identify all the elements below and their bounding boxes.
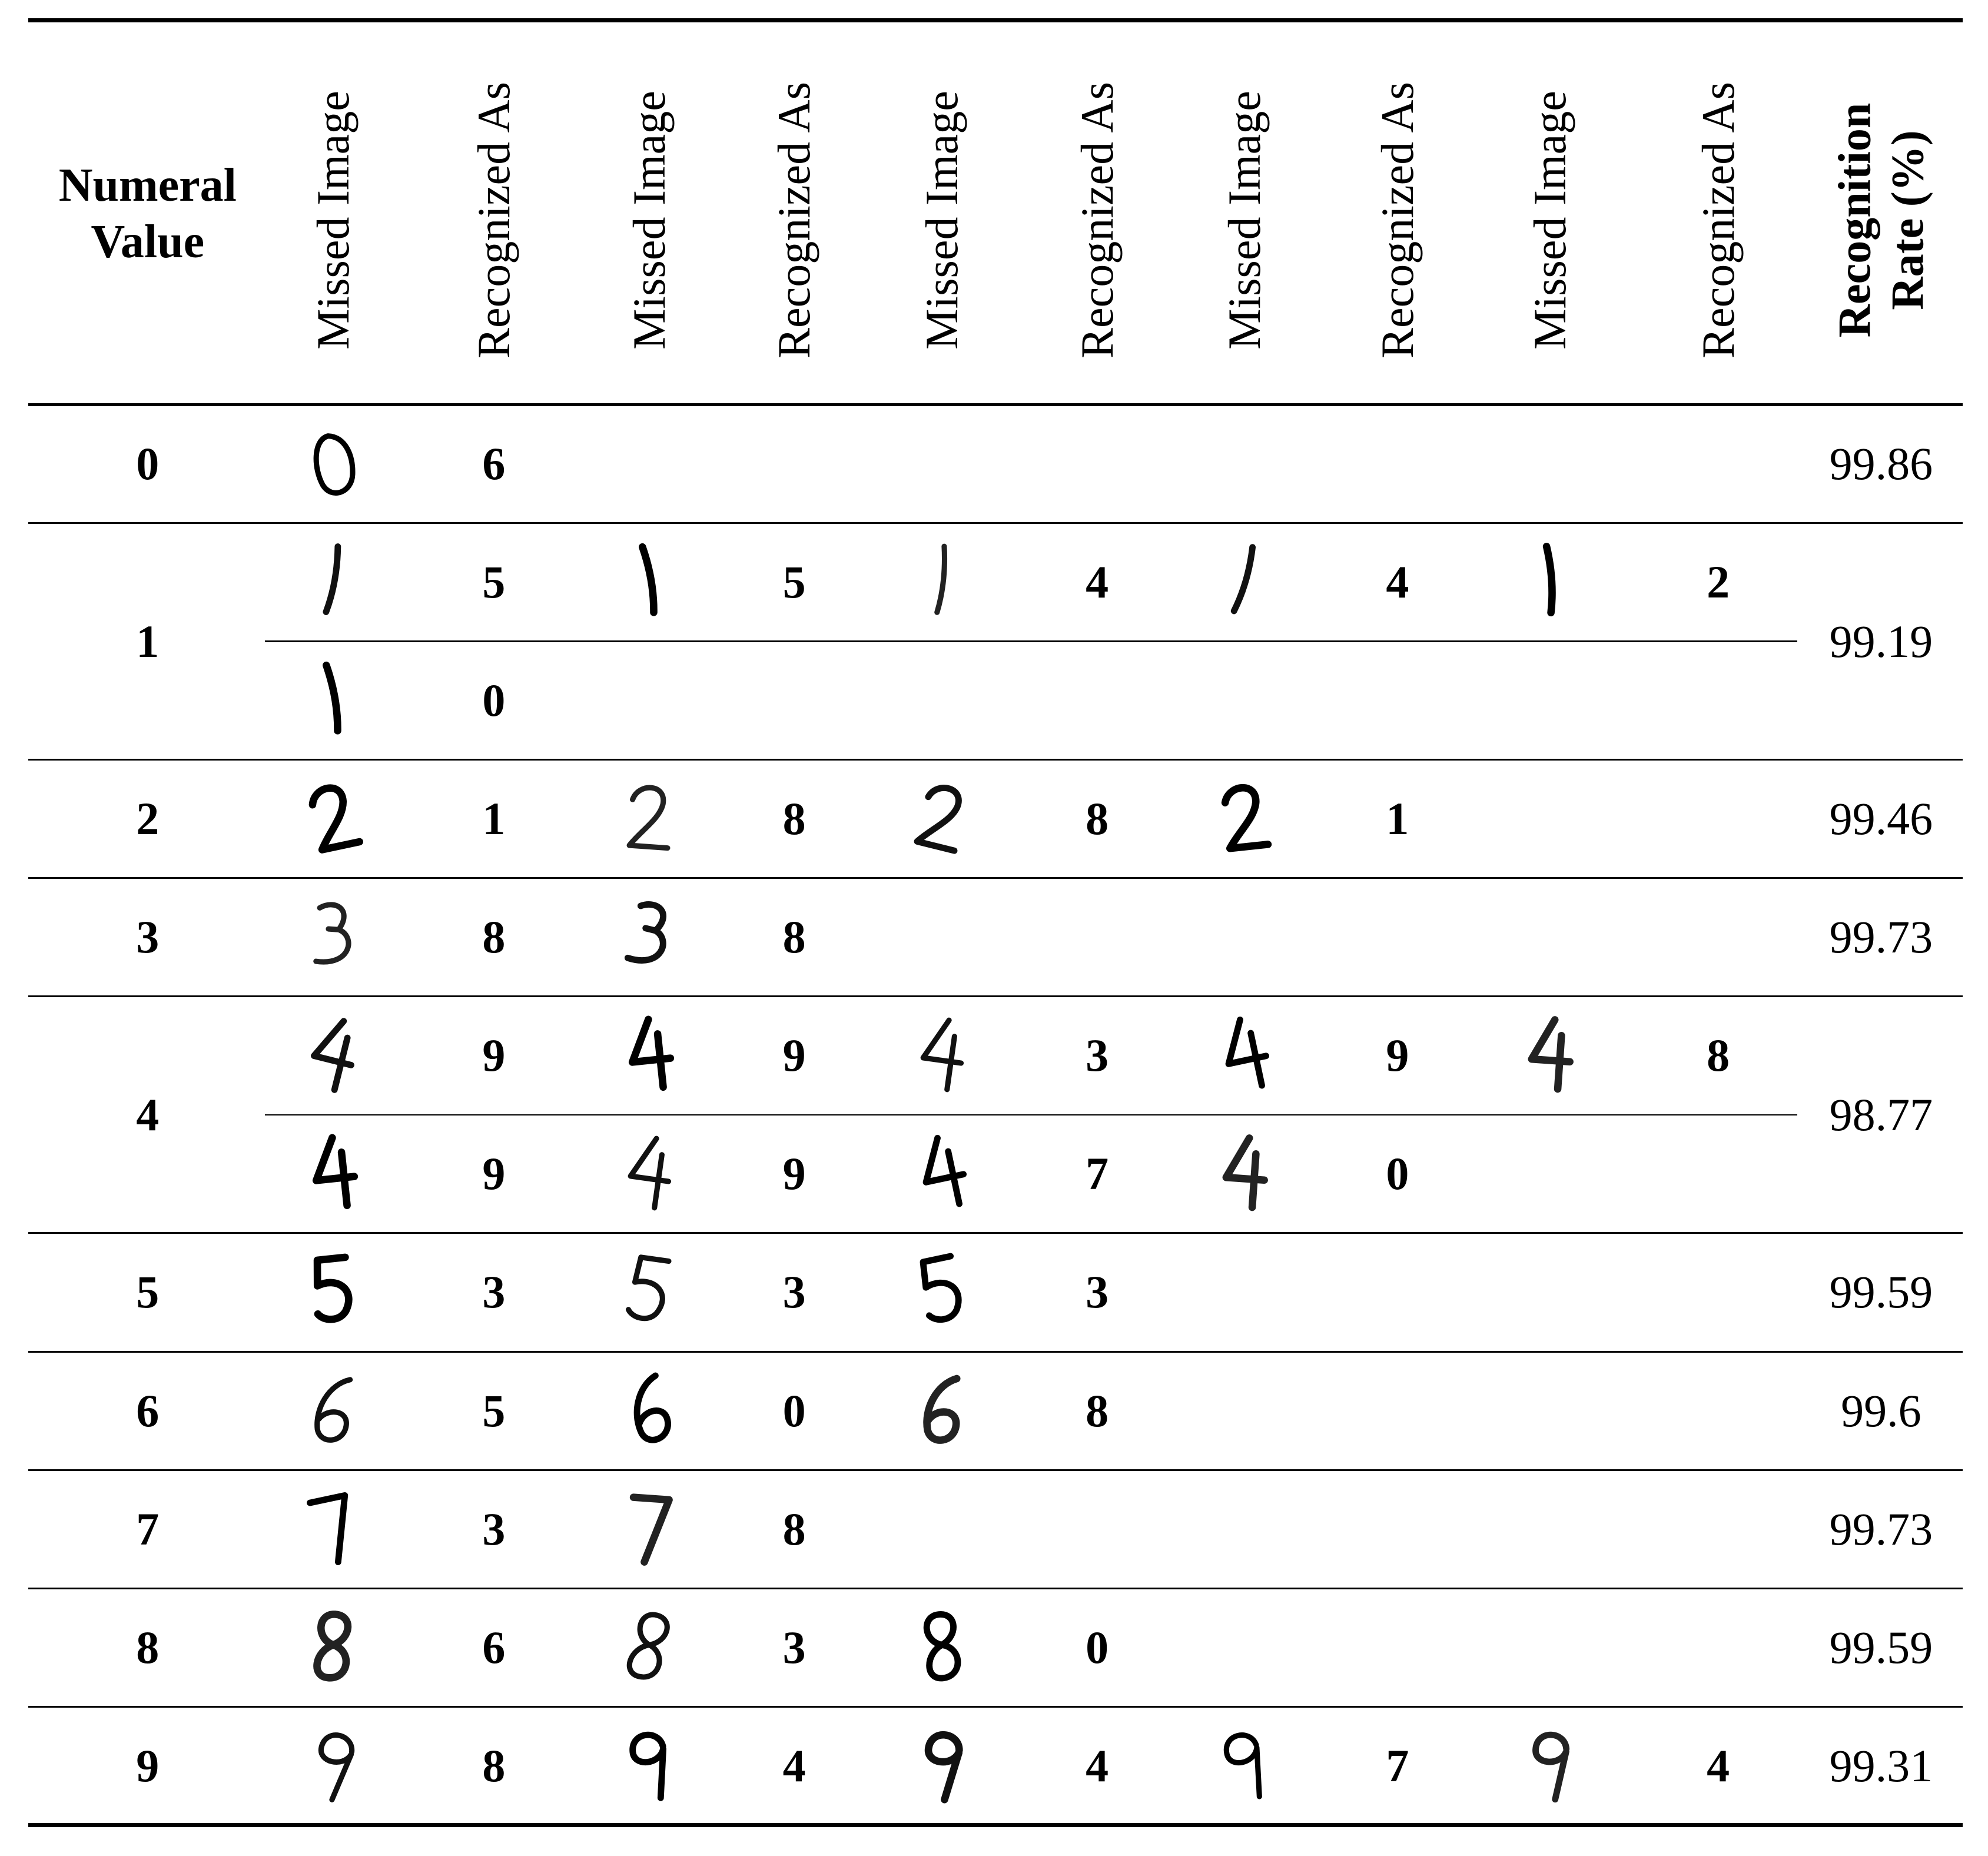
missed-image-7	[303, 1486, 364, 1573]
missed-image-9	[911, 1722, 973, 1809]
recognized-as: 8	[782, 793, 806, 845]
missed-image-5	[303, 1249, 364, 1336]
recognized-as: 9	[782, 1148, 806, 1200]
missed-image-4	[1214, 1130, 1275, 1217]
row-rule	[28, 759, 1963, 761]
recognition-rate: 98.77	[1829, 1088, 1933, 1140]
numeral-value: 8	[136, 1621, 160, 1673]
header-recognized-as: Recognized As	[467, 81, 519, 359]
missed-image-1	[1519, 539, 1581, 626]
recognized-as: 3	[782, 1621, 806, 1673]
recognition-rate: 99.73	[1829, 1503, 1933, 1555]
missed-image-9	[1214, 1722, 1275, 1809]
recognized-as: 2	[1707, 556, 1730, 608]
header-missed-image: Missed Image	[1524, 91, 1576, 350]
row-rule	[28, 877, 1963, 879]
row-rule	[28, 1469, 1963, 1471]
missed-image-4	[619, 1012, 680, 1099]
recognized-as: 7	[1386, 1739, 1409, 1791]
numeral-value: 0	[136, 438, 160, 490]
recognition-rate: 99.31	[1829, 1739, 1933, 1791]
row-rule	[28, 1706, 1963, 1708]
numeral-value: 9	[136, 1739, 160, 1791]
header-recognition-rate: Recognition Rate (%)	[1828, 102, 1933, 338]
recognized-as: 0	[1086, 1621, 1109, 1673]
missed-image-4	[303, 1012, 364, 1099]
row-rule	[28, 1232, 1963, 1234]
header-recognized-as: Recognized As	[768, 81, 820, 359]
header-rule	[28, 403, 1963, 406]
recognized-as: 9	[482, 1148, 506, 1200]
numeral-value: 2	[136, 793, 160, 845]
recognized-as: 7	[1086, 1148, 1109, 1200]
header-missed-image: Missed Image	[915, 91, 967, 350]
recognized-as: 9	[782, 1030, 806, 1081]
header-recognized-as: Recognized As	[1692, 81, 1744, 359]
recognized-as: 1	[1386, 793, 1409, 845]
recognized-as: 3	[482, 1266, 506, 1318]
numeral-value: 5	[136, 1266, 160, 1318]
recognition-rate: 99.46	[1829, 793, 1933, 845]
recognition-rate: 99.19	[1829, 615, 1933, 667]
missed-image-2	[619, 775, 680, 862]
recognized-as: 4	[1086, 1739, 1109, 1791]
recognized-as: 4	[782, 1739, 806, 1791]
missed-image-4	[619, 1130, 680, 1217]
row-rule	[28, 995, 1963, 997]
row-rule	[28, 1588, 1963, 1589]
recognized-as: 8	[782, 911, 806, 963]
recognized-as: 8	[782, 1503, 806, 1555]
missed-image-9	[619, 1722, 680, 1809]
bottom-rule	[28, 1823, 1963, 1827]
numeral-value: 1	[136, 615, 160, 667]
header-recognized-as: Recognized As	[1071, 81, 1123, 359]
recognized-as: 9	[482, 1030, 506, 1081]
header-recognized-as: Recognized As	[1371, 81, 1423, 359]
missed-image-4	[303, 1130, 364, 1217]
recognized-as: 5	[482, 556, 506, 608]
numeral-value: 4	[136, 1088, 160, 1140]
recognized-as: 6	[482, 1621, 506, 1673]
missed-image-8	[619, 1604, 680, 1691]
recognition-rate: 99.86	[1829, 438, 1933, 490]
missed-image-1	[619, 539, 680, 626]
missed-image-2	[911, 775, 973, 862]
header-missed-image: Missed Image	[307, 91, 359, 350]
missed-image-1	[303, 657, 364, 744]
missed-image-1	[303, 539, 364, 626]
header-numeral-value: Numeral Value	[58, 160, 237, 268]
recognition-rate: 99.59	[1829, 1621, 1933, 1673]
top-rule	[28, 18, 1963, 22]
missed-image-4	[1519, 1012, 1581, 1099]
missed-image-9	[303, 1722, 364, 1809]
missed-image-6	[303, 1367, 364, 1455]
missed-image-6	[619, 1367, 680, 1455]
missed-image-0	[303, 420, 364, 507]
recognition-rate: 99.59	[1829, 1266, 1933, 1318]
recognition-rate: 99.73	[1829, 911, 1933, 963]
recognized-as: 4	[1386, 556, 1409, 608]
recognized-as: 8	[482, 911, 506, 963]
missed-image-4	[1214, 1012, 1275, 1099]
recognized-as: 0	[1386, 1148, 1409, 1200]
missed-image-4	[911, 1012, 973, 1099]
numeral-value: 6	[136, 1384, 160, 1436]
missed-image-1	[911, 539, 973, 626]
recognized-as: 5	[482, 1384, 506, 1436]
missed-image-7	[619, 1486, 680, 1573]
missed-image-1	[1214, 539, 1275, 626]
recognized-as: 6	[482, 438, 506, 490]
missed-image-8	[303, 1604, 364, 1691]
recognized-as: 3	[482, 1503, 506, 1555]
missed-image-6	[911, 1367, 973, 1455]
recognized-as: 0	[782, 1384, 806, 1436]
recognized-as: 8	[482, 1739, 506, 1791]
recognition-rate: 99.6	[1841, 1384, 1921, 1436]
recognized-as: 3	[782, 1266, 806, 1318]
numeral-value: 3	[136, 911, 160, 963]
numeral-value: 7	[136, 1503, 160, 1555]
recognized-as: 3	[1086, 1030, 1109, 1081]
missed-image-3	[619, 894, 680, 981]
recognized-as: 1	[482, 793, 506, 845]
sub-row-rule	[265, 640, 1797, 642]
missed-image-4	[911, 1130, 973, 1217]
header-missed-image: Missed Image	[1219, 91, 1270, 350]
missed-image-2	[303, 775, 364, 862]
recognized-as: 4	[1707, 1739, 1730, 1791]
header-missed-image: Missed Image	[623, 91, 675, 350]
recognized-as: 8	[1707, 1030, 1730, 1081]
recognized-as: 3	[1086, 1266, 1109, 1318]
missed-image-5	[911, 1249, 973, 1336]
missed-image-2	[1214, 775, 1275, 862]
row-rule	[28, 522, 1963, 524]
missed-image-8	[911, 1604, 973, 1691]
missed-image-9	[1519, 1722, 1581, 1809]
recognized-as: 8	[1086, 793, 1109, 845]
row-rule	[28, 1351, 1963, 1353]
recognized-as: 9	[1386, 1030, 1409, 1081]
sub-row-rule	[265, 1114, 1797, 1116]
recognized-as: 4	[1086, 556, 1109, 608]
recognized-as: 5	[782, 556, 806, 608]
missed-image-5	[619, 1249, 680, 1336]
recognized-as: 8	[1086, 1384, 1109, 1436]
recognized-as: 0	[482, 675, 506, 726]
missed-image-3	[303, 894, 364, 981]
